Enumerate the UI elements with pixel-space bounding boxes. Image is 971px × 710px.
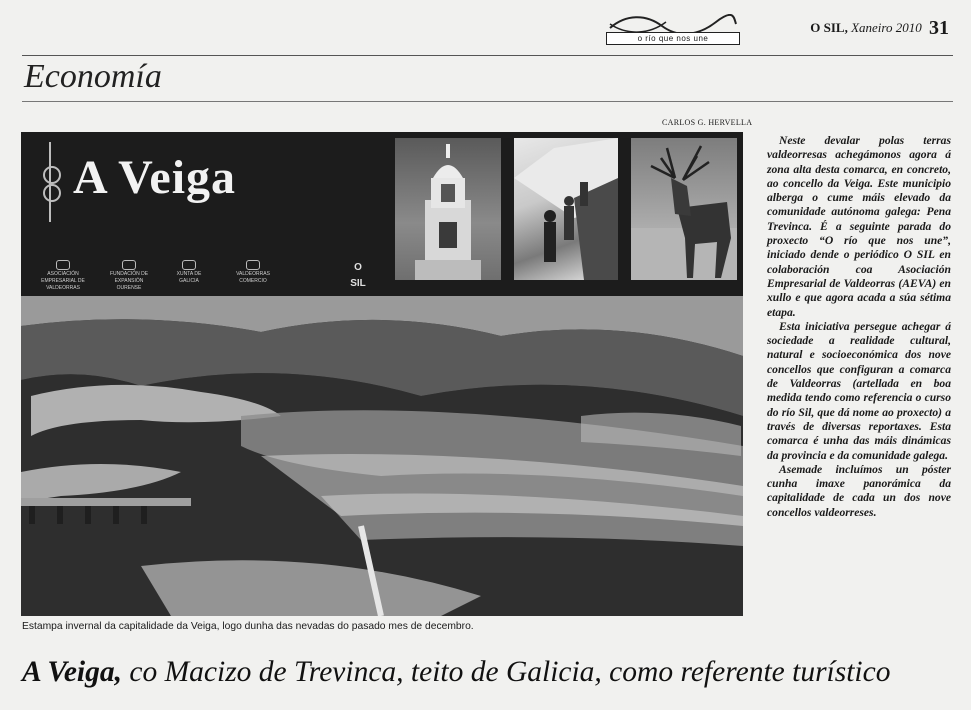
- sponsor-logos: [39, 260, 379, 291]
- series-emblem-icon: [49, 142, 65, 222]
- publication-date: Xaneiro 2010: [851, 20, 922, 35]
- article-body: [767, 134, 951, 520]
- sponsor-logo: FUNDACIÓN DE EXPANSIÓN OURENSE: [105, 260, 153, 276]
- series-tagline: o río que nos une: [606, 32, 740, 45]
- article-banner: [21, 132, 743, 292]
- top-rule: [22, 55, 953, 56]
- byline: CARLOS G. HERVELLA: [662, 118, 753, 127]
- article-paragraph: Esta iniciativa persegue achegar á sociedade a realidade cultural, natural e socioeconómica dos nove concellos que configuran a comarca de Valdeorras (artellada en boa medida tendo como referencia o curso do río Sil, que dá nome ao proxecto) a través de diversas reportaxes. Esta comarca é unha das máis dinámicas da provincia e da comunidade galega.: [767, 319, 951, 462]
- river-wave-icon: [606, 14, 738, 34]
- sponsor-logo: XUNTA DE GALICIA: [167, 260, 211, 276]
- page-number: 31: [929, 17, 949, 39]
- sponsor-logo: VALDEORRAS COMERCIO: [229, 260, 277, 276]
- headline-rest: co Macizo de Trevinca, teito de Galicia, como referente turístico: [122, 656, 891, 688]
- banner-title: A Veiga: [73, 151, 237, 204]
- hikers-snow-photo: [514, 138, 618, 280]
- deer-photo: [631, 138, 737, 280]
- series-logo: [606, 14, 738, 44]
- church-tower-photo: [395, 138, 501, 280]
- panoramic-photo: [21, 292, 743, 616]
- article-paragraph: Neste devalar polas terras valdeorresas achegámonos agora á zona alta desta comarca, en concreto, ao concello da Veiga. Este municipio alberga o cume máis elevado da comunidade autónoma galega: Pena Trevinca. É a seguinte parada do proxecto “O río que nos une”, iniciado dende o periódico O SIL en colaboración coa Asociación Empresarial de Valdeorras (AEVA) en xullo e que agora acada a súa sétima etapa.: [767, 134, 951, 319]
- article-paragraph: Asemade incluímos un póster cunha imaxe panorámica da capitalidade de cada un dos nove concellos valdeorreses.: [767, 462, 951, 519]
- publication-name: O SIL,: [810, 20, 848, 35]
- headline-lead: A Veiga,: [22, 656, 122, 688]
- publication-header: [810, 17, 949, 40]
- photo-caption: Estampa invernal da capitalidade da Veiga, logo dunha das nevadas do pasado mes de decembro.: [22, 621, 474, 632]
- article-headline: [22, 656, 890, 689]
- section-rule: [22, 101, 953, 102]
- section-title: Economía: [24, 58, 162, 95]
- sponsor-logo: ASOCIACIÓN EMPRESARIAL DE VALDEORRAS: [39, 260, 87, 276]
- sponsor-logo-osil: O SIL: [350, 262, 366, 289]
